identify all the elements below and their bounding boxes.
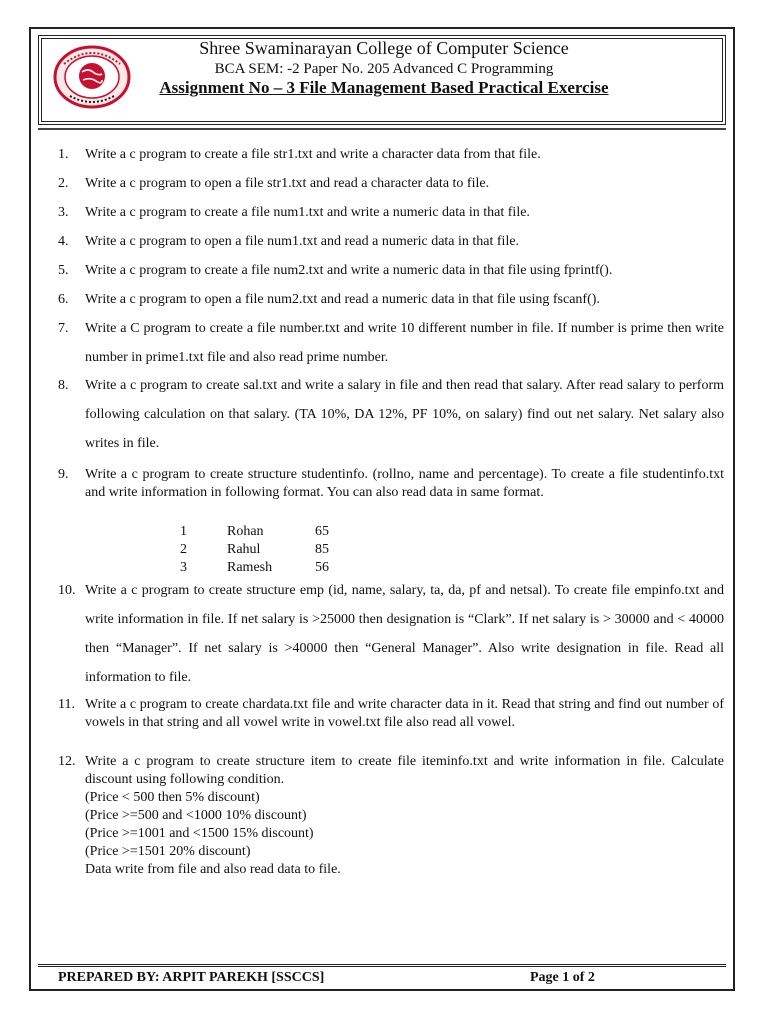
student-name: Rahul — [227, 542, 261, 557]
discount-line: (Price >=1001 and <1500 15% discount) — [85, 826, 314, 841]
question-number: 2. — [58, 176, 69, 191]
question-number: 8. — [58, 378, 69, 393]
question-number: 6. — [58, 292, 69, 307]
student-percentage: 56 — [315, 560, 329, 575]
student-rollno: 2 — [180, 542, 187, 557]
page-number: Page 1 of 2 — [530, 970, 595, 985]
discount-list — [85, 789, 724, 879]
question-item — [58, 233, 724, 251]
student-name: Rohan — [227, 524, 264, 539]
question-number: 7. — [58, 321, 69, 336]
question-item — [58, 204, 724, 222]
question-item — [58, 175, 724, 193]
question-text: Write a c program to open a file str1.txt and read a character data to file. — [85, 176, 490, 191]
question-number: 9. — [58, 467, 69, 482]
student-rollno: 3 — [180, 560, 187, 575]
discount-line: (Price >=500 and <1000 10% discount) — [85, 808, 307, 823]
student-rollno: 1 — [180, 524, 187, 539]
question-number: 3. — [58, 205, 69, 220]
prepared-by: PREPARED BY: ARPIT PAREKH [SSCCS] — [58, 970, 325, 985]
discount-line: (Price < 500 then 5% discount) — [85, 790, 260, 805]
question-text: Write a c program to create a file str1.txt and write a character data from that file. — [85, 147, 541, 162]
question-number: 5. — [58, 263, 69, 278]
question-item — [58, 262, 724, 280]
question-number: 11. — [58, 697, 75, 712]
question-text: Write a c program to open a file num1.txt and read a numeric data in that file. — [85, 234, 520, 249]
question-item — [58, 753, 724, 879]
question-text: Write a c program to create sal.txt and write a salary in file and then read that salary. After read salary to perform following calculation on that salary. (TA 10%, DA 12%, PF 10%, on salary) find out net salary. Net salary also writes in file. — [85, 378, 724, 451]
discount-line: (Price >=1501 20% discount) — [85, 844, 251, 859]
discount-line: Data write from file and also read data to file. — [85, 862, 341, 877]
header-divider — [38, 128, 726, 130]
paper-title: BCA SEM: -2 Paper No. 205 Advanced C Programming — [214, 61, 554, 77]
question-item — [58, 146, 724, 164]
question-text: Write a c program to open a file num2.txt and read a numeric data in that file using fscanf(). — [85, 292, 600, 307]
question-number: 1. — [58, 147, 69, 162]
question-text: Write a c program to create structure emp (id, name, salary, ta, da, pf and netsal). To create file empinfo.txt and write information in file. If net salary is >25000 then designation is “Clark”. If net salary is > 30000 and < 40000 then “Manager”. If net salary is >40000 then “General Manager”. Also write designation in file. Read all information to file. — [85, 583, 724, 685]
student-name: Ramesh — [227, 560, 273, 575]
assignment-title-text: Assignment No – 3 File Management Based Practical Exercise — [159, 78, 609, 97]
college-name: Shree Swaminarayan College of Computer Science — [199, 38, 569, 58]
question-text: Write a C program to create a file number.txt and write 10 different number in file. If number is prime then write number in prime1.txt file and also read prime number. — [85, 321, 724, 365]
question-item — [58, 314, 724, 372]
assignment-title — [0, 78, 768, 98]
question-item — [58, 291, 724, 309]
question-item — [58, 466, 724, 502]
question-text: Write a c program to create a file num1.txt and write a numeric data in that file. — [85, 205, 530, 220]
question-number: 10. — [58, 583, 76, 598]
question-text: Write a c program to create a file num2.txt and write a numeric data in that file using fprintf(). — [85, 263, 613, 278]
question-item — [58, 371, 724, 458]
question-item — [58, 576, 724, 692]
question-item — [58, 696, 724, 732]
question-number: 4. — [58, 234, 69, 249]
question-text: Write a c program to create structure studentinfo. (rollno, name and percentage). To create a file studentinfo.txt and write information in following format. You can also read data in same format. — [85, 467, 724, 500]
question-number: 12. — [58, 754, 76, 769]
question-text: Write a c program to create structure item to create file iteminfo.txt and write information in file. Calculate discount using following condition. — [85, 754, 724, 787]
question-text: Write a c program to create chardata.txt file and write character data in it. Read that string and find out number of vowels in that string and all vowel write in vowel.txt file also read all vowel. — [85, 697, 724, 730]
student-percentage: 65 — [315, 524, 329, 539]
student-percentage: 85 — [315, 542, 329, 557]
